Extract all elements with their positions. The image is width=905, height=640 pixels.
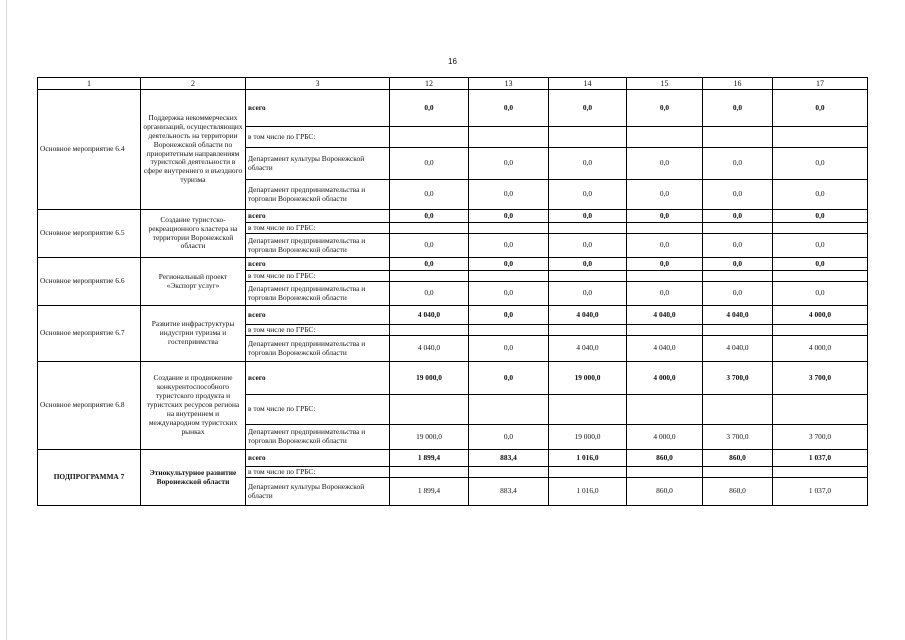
amount-cell <box>703 325 773 336</box>
amount-cell <box>549 127 627 148</box>
amount-cell: 1 899,4 <box>390 478 469 506</box>
amount-cell: 0,0 <box>549 180 627 210</box>
amount-cell: 0,0 <box>773 282 868 306</box>
amount-cell <box>703 223 773 234</box>
amount-cell <box>627 395 703 425</box>
amount-cell: 4 040,0 <box>390 306 469 325</box>
column-header: 16 <box>703 78 773 90</box>
amount-cell <box>549 271 627 282</box>
amount-cell <box>549 325 627 336</box>
amount-cell: 19 000,0 <box>549 425 627 450</box>
amount-cell: 883,4 <box>469 478 549 506</box>
amount-cell: 0,0 <box>703 90 773 127</box>
amount-cell <box>773 223 868 234</box>
amount-cell: 0,0 <box>469 336 549 362</box>
amount-cell: 4 040,0 <box>703 306 773 325</box>
amount-cell: 0,0 <box>773 180 868 210</box>
funding-source-label: Департамент культуры Воронежской области <box>246 148 390 180</box>
measure-code: Основное мероприятие 6.8 <box>38 362 141 450</box>
amount-cell: 0,0 <box>390 282 469 306</box>
column-header: 12 <box>390 78 469 90</box>
amount-cell: 0,0 <box>469 148 549 180</box>
amount-cell: 0,0 <box>627 180 703 210</box>
amount-cell <box>390 271 469 282</box>
funding-source-label: в том числе по ГРБС: <box>246 127 390 148</box>
amount-cell: 0,0 <box>390 90 469 127</box>
amount-cell: 4 000,0 <box>627 425 703 450</box>
funding-source-label: в том числе по ГРБС: <box>246 223 390 234</box>
column-header: 17 <box>773 78 868 90</box>
funding-source-label: Департамент предпринимательства и торговли Воронежской области <box>246 234 390 258</box>
funding-source-label: в том числе по ГРБС: <box>246 271 390 282</box>
column-header: 14 <box>549 78 627 90</box>
column-header: 3 <box>246 78 390 90</box>
table-row-total <box>38 90 868 127</box>
amount-cell: 4 000,0 <box>627 362 703 395</box>
amount-cell: 0,0 <box>390 258 469 271</box>
amount-cell: 3 700,0 <box>703 425 773 450</box>
column-header: 15 <box>627 78 703 90</box>
amount-cell: 0,0 <box>469 425 549 450</box>
amount-cell: 0,0 <box>549 234 627 258</box>
table-row-total <box>38 450 868 467</box>
amount-cell: 0,0 <box>390 234 469 258</box>
amount-cell: 0,0 <box>627 282 703 306</box>
amount-cell: 0,0 <box>773 90 868 127</box>
amount-cell: 0,0 <box>773 258 868 271</box>
amount-cell: 4 040,0 <box>549 336 627 362</box>
amount-cell <box>773 395 868 425</box>
amount-cell: 860,0 <box>703 450 773 467</box>
amount-cell <box>703 271 773 282</box>
table-row-total <box>38 210 868 223</box>
funding-source-label: Департамент предпринимательства и торговли Воронежской области <box>246 282 390 306</box>
amount-cell: 0,0 <box>773 210 868 223</box>
amount-cell: 0,0 <box>469 282 549 306</box>
amount-cell: 0,0 <box>469 180 549 210</box>
amount-cell: 0,0 <box>549 258 627 271</box>
amount-cell: 0,0 <box>627 234 703 258</box>
amount-cell <box>773 271 868 282</box>
amount-cell: 4 000,0 <box>773 336 868 362</box>
amount-cell: 4 040,0 <box>703 336 773 362</box>
amount-cell: 0,0 <box>773 234 868 258</box>
funding-source-label: всего <box>246 306 390 325</box>
amount-cell <box>703 395 773 425</box>
amount-cell <box>469 271 549 282</box>
funding-source-label: Департамент предпринимательства и торговли Воронежской области <box>246 425 390 450</box>
amount-cell: 0,0 <box>627 210 703 223</box>
amount-cell: 4 040,0 <box>549 306 627 325</box>
amount-cell: 1 037,0 <box>773 478 868 506</box>
amount-cell: 4 040,0 <box>627 336 703 362</box>
amount-cell <box>627 467 703 478</box>
amount-cell: 0,0 <box>627 258 703 271</box>
amount-cell <box>773 467 868 478</box>
amount-cell: 0,0 <box>469 258 549 271</box>
amount-cell: 860,0 <box>627 478 703 506</box>
amount-cell <box>390 325 469 336</box>
measure-code: Основное мероприятие 6.7 <box>38 306 141 362</box>
amount-cell: 0,0 <box>469 210 549 223</box>
amount-cell: 19 000,0 <box>390 362 469 395</box>
amount-cell <box>469 395 549 425</box>
measure-title: Региональный проект «Экспорт услуг» <box>141 258 246 306</box>
amount-cell: 3 700,0 <box>773 425 868 450</box>
amount-cell: 0,0 <box>469 306 549 325</box>
amount-cell: 1 037,0 <box>773 450 868 467</box>
amount-cell <box>549 223 627 234</box>
amount-cell <box>390 127 469 148</box>
amount-cell: 0,0 <box>773 148 868 180</box>
table-row-total <box>38 258 868 271</box>
amount-cell: 1 899,4 <box>390 450 469 467</box>
funding-source-label: в том числе по ГРБС: <box>246 395 390 425</box>
measure-title: Создание туристско-рекреационного кластера на территории Воронежской области <box>141 210 246 258</box>
amount-cell: 0,0 <box>390 148 469 180</box>
column-header: 1 <box>38 78 141 90</box>
scan-edge-line <box>6 0 7 640</box>
amount-cell: 860,0 <box>627 450 703 467</box>
amount-cell <box>390 395 469 425</box>
measure-code: Основное мероприятие 6.6 <box>38 258 141 306</box>
amount-cell <box>773 127 868 148</box>
amount-cell: 19 000,0 <box>390 425 469 450</box>
amount-cell: 0,0 <box>703 234 773 258</box>
amount-cell <box>390 223 469 234</box>
amount-cell: 0,0 <box>549 148 627 180</box>
page-number: 16 <box>448 57 457 66</box>
funding-source-label: всего <box>246 362 390 395</box>
column-header: 2 <box>141 78 246 90</box>
amount-cell: 4 000,0 <box>773 306 868 325</box>
funding-source-label: всего <box>246 450 390 467</box>
amount-cell: 0,0 <box>627 148 703 180</box>
amount-cell: 0,0 <box>549 282 627 306</box>
amount-cell <box>703 467 773 478</box>
amount-cell <box>627 271 703 282</box>
measure-code: ПОДПРОГРАММА 7 <box>38 450 141 506</box>
amount-cell <box>469 127 549 148</box>
amount-cell: 0,0 <box>549 90 627 127</box>
budget-table <box>37 77 868 506</box>
column-number-row <box>38 78 868 90</box>
amount-cell <box>627 223 703 234</box>
amount-cell: 1 016,0 <box>549 478 627 506</box>
amount-cell: 0,0 <box>627 90 703 127</box>
funding-source-label: Департамент предпринимательства и торговли Воронежской области <box>246 336 390 362</box>
amount-cell: 0,0 <box>469 234 549 258</box>
amount-cell <box>469 223 549 234</box>
amount-cell: 0,0 <box>469 362 549 395</box>
table-row-total <box>38 362 868 395</box>
amount-cell <box>549 395 627 425</box>
amount-cell: 4 040,0 <box>627 306 703 325</box>
amount-cell <box>627 127 703 148</box>
measure-title: Развитие инфраструктуры индустрии туризма и гостеприимства <box>141 306 246 362</box>
amount-cell: 883,4 <box>469 450 549 467</box>
funding-source-label: в том числе по ГРБС: <box>246 325 390 336</box>
amount-cell: 0,0 <box>549 210 627 223</box>
amount-cell: 4 040,0 <box>390 336 469 362</box>
funding-source-label: всего <box>246 210 390 223</box>
measure-code: Основное мероприятие 6.4 <box>38 90 141 210</box>
table-body <box>38 90 868 506</box>
measure-code: Основное мероприятие 6.5 <box>38 210 141 258</box>
table-row-total <box>38 306 868 325</box>
amount-cell <box>469 325 549 336</box>
amount-cell: 0,0 <box>469 90 549 127</box>
amount-cell: 19 000,0 <box>549 362 627 395</box>
amount-cell: 0,0 <box>703 282 773 306</box>
amount-cell <box>627 325 703 336</box>
amount-cell <box>390 467 469 478</box>
funding-source-label: Департамент культуры Воронежской области <box>246 478 390 506</box>
funding-source-label: всего <box>246 90 390 127</box>
amount-cell: 0,0 <box>390 210 469 223</box>
amount-cell: 0,0 <box>703 180 773 210</box>
amount-cell <box>469 467 549 478</box>
amount-cell: 0,0 <box>703 148 773 180</box>
funding-source-label: всего <box>246 258 390 271</box>
column-header: 13 <box>469 78 549 90</box>
measure-title: Создание и продвижение конкурентоспособного туристского продукта и туристских ресурсов региона на внутреннем и международном туристских рынках <box>141 362 246 450</box>
funding-source-label: Департамент предпринимательства и торговли Воронежской области <box>246 180 390 210</box>
amount-cell: 3 700,0 <box>703 362 773 395</box>
amount-cell: 3 700,0 <box>773 362 868 395</box>
measure-title: Этнокультурное развитие Воронежской области <box>141 450 246 506</box>
measure-title: Поддержка некоммерческих организаций, осуществляющих деятельность на территории Воронежской области по приоритетным направлениям туристской деятельности в сфере внутреннего и въездного туризма <box>141 90 246 210</box>
amount-cell: 1 016,0 <box>549 450 627 467</box>
funding-source-label: в том числе по ГРБС: <box>246 467 390 478</box>
amount-cell: 0,0 <box>390 180 469 210</box>
amount-cell: 0,0 <box>703 258 773 271</box>
amount-cell <box>703 127 773 148</box>
amount-cell <box>549 467 627 478</box>
amount-cell: 860,0 <box>703 478 773 506</box>
amount-cell: 0,0 <box>703 210 773 223</box>
amount-cell <box>773 325 868 336</box>
